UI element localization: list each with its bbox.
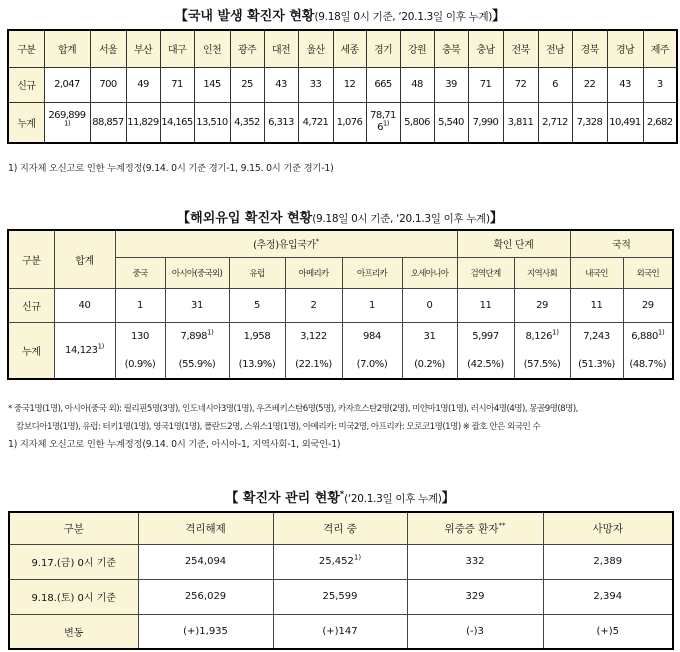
country-header-text: (추정)유입국가 <box>253 240 316 252</box>
header-cell: 세종 <box>333 30 366 67</box>
header-cell: 사망자 <box>543 512 673 544</box>
table-cell: (-)3 <box>407 614 543 649</box>
management-row <box>9 614 673 649</box>
table-cell: 88,857 <box>90 102 126 143</box>
table-cell <box>514 322 570 350</box>
table-cell: 665 <box>366 67 400 102</box>
header-cell: 부산 <box>126 30 160 67</box>
cum-total-value: 269,899 <box>48 110 86 122</box>
pct-cell: (42.5%) <box>457 350 514 379</box>
header-text: 위중증 환자 <box>444 522 499 535</box>
header-cell: 국적 <box>570 230 673 257</box>
header-cell: 울산 <box>298 30 333 67</box>
table-cell: 22 <box>572 67 607 102</box>
table-cell: 29 <box>623 288 673 322</box>
header-cell: 구분 <box>9 512 138 544</box>
cum-value: 7,898 <box>180 330 208 342</box>
overseas-note-1: * 중국1명(1명), 아시아(중국 외): 필리핀5명(3명), 인도네시아3명(1명), 우즈베키스탄6명(5명), 카자흐스탄2명(2명), 미얀마1명(1명), 러시아4명(4명), 몽골9명(8명), <box>8 404 578 414</box>
table-cell: 14,165 <box>160 102 194 143</box>
table-cell: 72 <box>503 67 538 102</box>
subheader-cell: 유럽 <box>229 257 285 288</box>
table-cell: 4,721 <box>298 102 333 143</box>
table-cell: 6,313 <box>264 102 298 143</box>
header-cell: 충북 <box>434 30 468 67</box>
table-cell: 71 <box>468 67 503 102</box>
domestic-table <box>7 29 678 144</box>
overseas-note-2: 캄보디아1명(1명), 유럽: 터키1명(1명), 영국1명(1명), 폴란드2명, 스위스1명(1명), 아메리카: 미국2명, 아프리카: 모로코1명(1명) ※ 괄호 안은 외국인 수 <box>16 422 541 432</box>
header-cell: 전북 <box>503 30 538 67</box>
table-cell: 2,712 <box>538 102 572 143</box>
table-cell <box>115 322 165 350</box>
overseas-header-row <box>8 230 673 257</box>
table-cell: 7,990 <box>468 102 503 143</box>
table-cell: 3 <box>643 67 677 102</box>
pct-cell: (22.1%) <box>285 350 342 379</box>
row-label: 신규 <box>8 67 44 102</box>
table-cell: 48 <box>400 67 434 102</box>
table-cell: 71 <box>160 67 194 102</box>
table-cell <box>402 322 457 350</box>
footnote-mark: 1) <box>64 119 70 128</box>
table-cell: 25,599 <box>273 579 407 614</box>
management-title-text: 【 확진자 관리 현황 <box>225 491 340 506</box>
domestic-new-row <box>8 67 677 102</box>
header-cell <box>115 230 457 257</box>
header-cell: 제주 <box>643 30 677 67</box>
cum-value: 5,997 <box>472 330 499 342</box>
table-cell: 332 <box>407 544 543 579</box>
overseas-title-sub: (9.18일 0시 기준, ‘20.1.3일 이후 누계) <box>312 213 490 225</box>
domestic-title-sub: (9.18일 0시 기준, ‘20.1.3일 이후 누계) <box>314 11 493 23</box>
management-title-close: 】 <box>441 491 455 506</box>
management-title-sub: (‘20.1.3일 이후 누계) <box>344 493 442 505</box>
table-cell: 1,076 <box>333 102 366 143</box>
cell-value: 25,452 <box>318 556 354 567</box>
header-cell: 대전 <box>264 30 298 67</box>
table-cell <box>54 322 115 379</box>
footnote-mark: 1) <box>207 328 214 337</box>
header-cell: 전남 <box>538 30 572 67</box>
header-cell: 합계 <box>54 230 115 288</box>
header-cell: 경남 <box>607 30 643 67</box>
table-cell: 25 <box>230 67 264 102</box>
overseas-title-close: 】 <box>489 211 503 226</box>
management-title <box>0 487 680 508</box>
table-cell: 43 <box>264 67 298 102</box>
table-cell: 0 <box>402 288 457 322</box>
management-row <box>9 579 673 614</box>
cum-value: 6,880 <box>631 330 658 342</box>
cum-value: 7,243 <box>583 330 610 342</box>
header-cell: 격리해제 <box>138 512 273 544</box>
overseas-title <box>0 207 680 228</box>
table-cell: 2 <box>285 288 342 322</box>
table-cell: 40 <box>54 288 115 322</box>
table-cell: 145 <box>194 67 230 102</box>
domestic-header-row <box>8 30 677 67</box>
overseas-title-text: 【해외유입 확진자 현황 <box>177 211 313 226</box>
header-cell: 충남 <box>468 30 503 67</box>
header-cell: 광주 <box>230 30 264 67</box>
header-cell: 구분 <box>8 30 44 67</box>
footnote-mark: 1) <box>552 328 559 337</box>
header-cell: 강원 <box>400 30 434 67</box>
overseas-new-row <box>8 288 673 322</box>
pct-cell: (13.9%) <box>229 350 285 379</box>
table-cell: 39 <box>434 67 468 102</box>
row-label: 9.17.(금) 0시 기준 <box>9 544 138 579</box>
table-cell: 700 <box>90 67 126 102</box>
row-label: 누계 <box>8 102 44 143</box>
table-cell: 33 <box>298 67 333 102</box>
header-cell: 합계 <box>44 30 90 67</box>
subheader-cell: 검역단계 <box>457 257 514 288</box>
row-label: 누계 <box>8 322 54 379</box>
pct-cell: (0.2%) <box>402 350 457 379</box>
header-cell: 대구 <box>160 30 194 67</box>
subheader-cell: 아메리카 <box>285 257 342 288</box>
cum-value: 130 <box>131 330 149 342</box>
table-cell <box>273 544 407 579</box>
overseas-note-3: 1) 지자체 오신고로 인한 누계정정(9.14. 0시 기준, 아시아-1, 지역사회-1, 외국인-1) <box>8 439 341 450</box>
table-cell: 2,394 <box>543 579 673 614</box>
table-cell: 5,540 <box>434 102 468 143</box>
pct-cell: (55.9%) <box>165 350 229 379</box>
table-cell: 13,510 <box>194 102 230 143</box>
table-cell: (+)1,935 <box>138 614 273 649</box>
header-cell: 경기 <box>366 30 400 67</box>
table-cell <box>366 102 400 143</box>
table-cell: 4,352 <box>230 102 264 143</box>
table-cell: 11 <box>457 288 514 322</box>
domestic-title <box>0 5 680 26</box>
cum-value: 8,126 <box>525 330 553 342</box>
table-cell: 2,389 <box>543 544 673 579</box>
table-cell: 5,806 <box>400 102 434 143</box>
table-cell <box>623 322 673 350</box>
table-cell: 10,491 <box>607 102 643 143</box>
table-cell: 49 <box>126 67 160 102</box>
table-cell <box>570 322 623 350</box>
table-cell: 329 <box>407 579 543 614</box>
table-cell: 3,811 <box>503 102 538 143</box>
table-cell: 254,094 <box>138 544 273 579</box>
table-cell: 31 <box>165 288 229 322</box>
table-cell: 2,682 <box>643 102 677 143</box>
management-row <box>9 544 673 579</box>
table-cell: 7,328 <box>572 102 607 143</box>
subheader-cell: 외국인 <box>623 257 673 288</box>
table-cell <box>44 102 90 143</box>
domestic-cum-row <box>8 102 677 143</box>
overseas-table <box>7 229 674 380</box>
header-cell <box>407 512 543 544</box>
header-cell: 인천 <box>194 30 230 67</box>
table-cell <box>285 322 342 350</box>
subheader-cell: 아시아(중국외) <box>165 257 229 288</box>
table-cell: 12 <box>333 67 366 102</box>
table-cell: (+)5 <box>543 614 673 649</box>
table-cell: 29 <box>514 288 570 322</box>
pct-cell: (0.9%) <box>115 350 165 379</box>
table-cell: 1 <box>115 288 165 322</box>
domestic-title-text: 【국내 발생 확진자 현황 <box>174 9 315 24</box>
footnote-mark: 1) <box>353 553 362 562</box>
overseas-cum-total: 14,123 <box>65 344 98 356</box>
table-cell: 5 <box>229 288 285 322</box>
subheader-cell: 지역사회 <box>514 257 570 288</box>
domestic-footnote: 1) 지자체 오신고로 인한 누계정정(9.14. 0시 기준 경기-1, 9.15. 0시 기준 경기-1) <box>8 163 334 174</box>
management-header-row <box>9 512 673 544</box>
subheader-cell: 내국인 <box>570 257 623 288</box>
overseas-cum-row <box>8 322 673 350</box>
gyeonggi-cum-value: 78,71 <box>370 110 396 122</box>
table-cell <box>457 322 514 350</box>
pct-cell: (48.7%) <box>623 350 673 379</box>
footnote-mark: 1) <box>97 342 104 351</box>
header-cell: 격리 중 <box>273 512 407 544</box>
header-cell: 서울 <box>90 30 126 67</box>
cum-value: 31 <box>423 330 436 342</box>
row-label: 9.18.(토) 0시 기준 <box>9 579 138 614</box>
footnote-mark: * <box>339 489 345 499</box>
row-label: 신규 <box>8 288 54 322</box>
cum-value: 1,958 <box>243 330 271 342</box>
management-table <box>8 511 674 650</box>
footnote-mark: 1) <box>382 119 389 128</box>
pct-cell: (51.3%) <box>570 350 623 379</box>
table-cell: (+)147 <box>273 614 407 649</box>
table-cell <box>342 322 402 350</box>
header-cell: 확인 단계 <box>457 230 570 257</box>
row-label: 변동 <box>9 614 138 649</box>
footnote-mark: * <box>315 237 319 246</box>
cum-value: 984 <box>363 330 381 342</box>
table-cell: 6 <box>538 67 572 102</box>
footnote-mark: ** <box>498 521 506 530</box>
table-cell <box>229 322 285 350</box>
subheader-cell: 중국 <box>115 257 165 288</box>
table-cell: 11,829 <box>126 102 160 143</box>
header-cell: 구분 <box>8 230 54 288</box>
pct-cell: (7.0%) <box>342 350 402 379</box>
table-cell: 43 <box>607 67 643 102</box>
table-cell: 11 <box>570 288 623 322</box>
header-cell: 경북 <box>572 30 607 67</box>
table-cell: 2,047 <box>44 67 90 102</box>
footnote-mark: 1) <box>657 328 665 337</box>
gyeonggi-cum-cont: 6 <box>377 122 383 134</box>
table-cell: 256,029 <box>138 579 273 614</box>
subheader-cell: 오세아니아 <box>402 257 457 288</box>
table-cell: 1 <box>342 288 402 322</box>
cum-value: 3,122 <box>300 330 327 342</box>
subheader-cell: 아프리카 <box>342 257 402 288</box>
table-cell <box>165 322 229 350</box>
domestic-title-close: 】 <box>492 9 506 24</box>
pct-cell: (57.5%) <box>514 350 570 379</box>
